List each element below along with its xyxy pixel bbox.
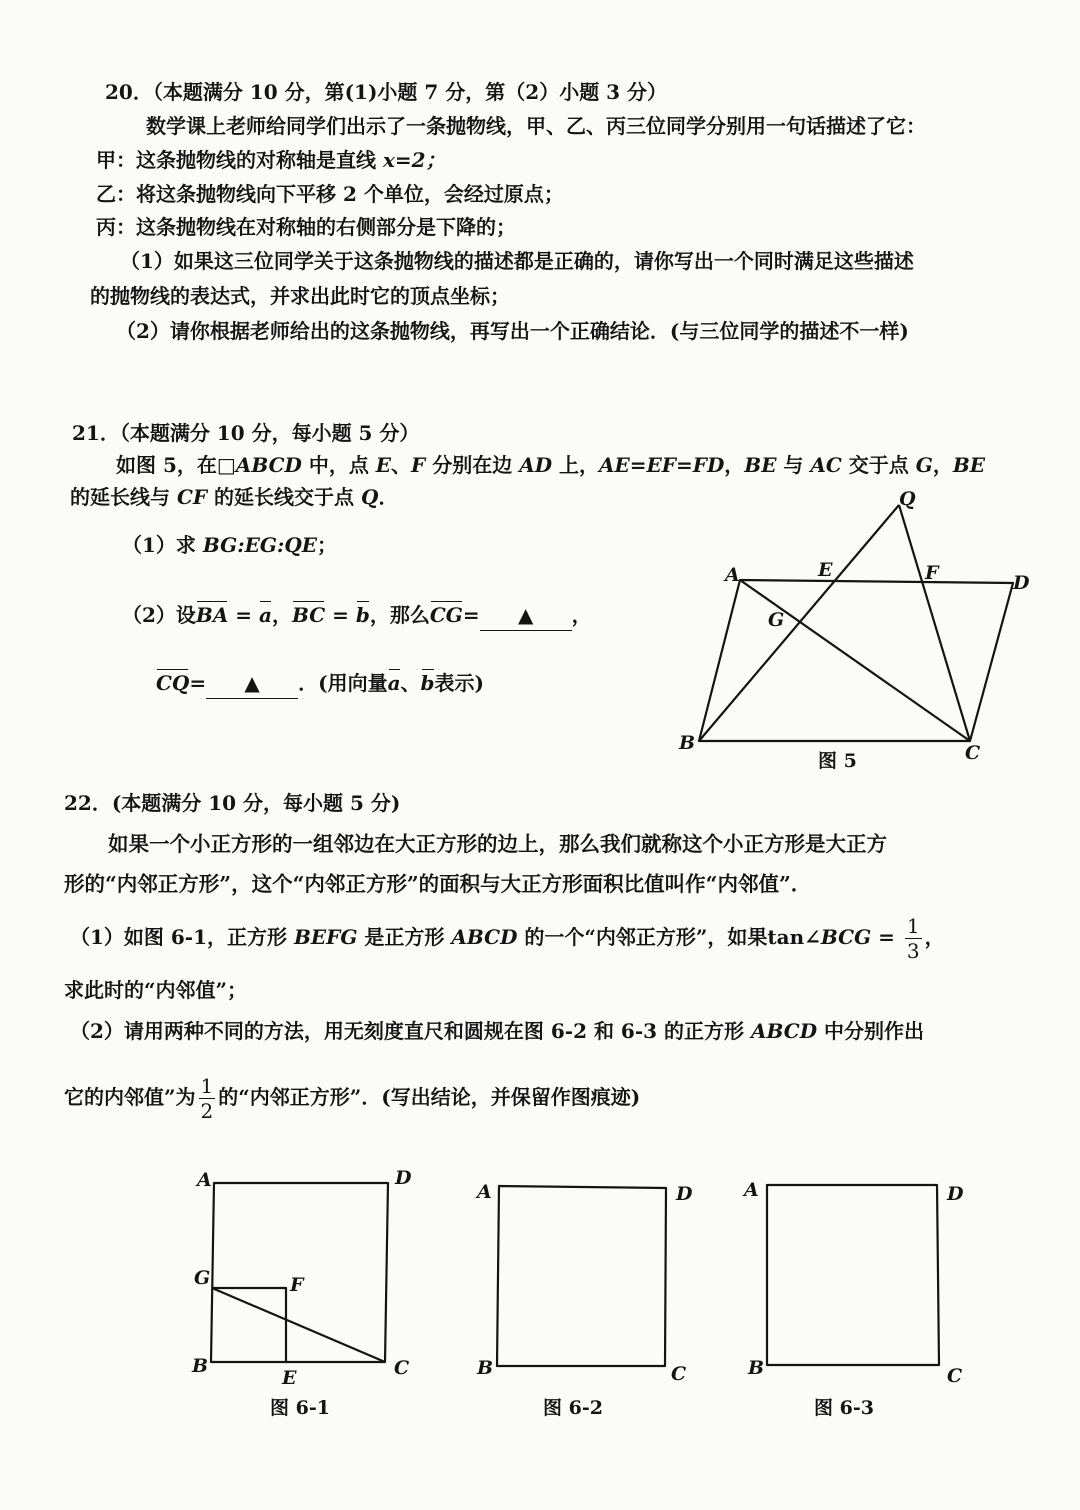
answer-blank-cg[interactable]: ▲ <box>480 600 572 631</box>
segment-ac <box>740 580 970 741</box>
q20-part2: （2）请你根据老师给出的这条抛物线，再写出一个正确结论．(与三位同学的描述不一样) <box>116 319 909 343</box>
segment-cq <box>899 505 970 741</box>
fig5-label-a: A <box>725 564 740 586</box>
fig62-label-d: D <box>676 1183 693 1205</box>
fig62-caption: 图 6-2 <box>543 1397 603 1419</box>
q22-header: 22．(本题满分 10 分，每小题 5 分) <box>64 791 401 815</box>
q21-part1: （1）求 BG:EG:QE； <box>122 533 338 557</box>
fig61-label-d: D <box>395 1167 412 1189</box>
fig63-label-c: C <box>947 1365 963 1387</box>
fig63-caption: 图 6-3 <box>814 1397 874 1419</box>
q21-statement-line2: 的延长线与 CF 的延长线交于点 Q． <box>70 485 399 509</box>
fig61-label-e: E <box>282 1367 297 1389</box>
q20-header: 20．（本题满分 10 分，第(1)小题 7 分，第（2）小题 3 分） <box>105 80 668 104</box>
fraction-one-third: $\frac{1}{3}$ <box>906 914 920 963</box>
fig5-caption: 图 5 <box>818 750 857 772</box>
parallelogram-symbol: □ <box>216 453 236 477</box>
fig61-label-a: A <box>197 1169 212 1191</box>
fig63-label-a: A <box>744 1179 759 1201</box>
fig5-label-c: C <box>965 742 981 764</box>
q20-part1-line1: （1）如果这三位同学关于这条抛物线的描述都是正确的，请你写出一个同时满足这些描述 <box>120 249 914 273</box>
q21-statement-line1: 如图 5，在□ABCD 中，点 E、F 分别在边 AD 上，AE=EF=FD，BE 与 AC 交于点 G，BE <box>116 453 986 477</box>
fig61-segment-gc <box>212 1288 385 1362</box>
q20-part1-line2: 的抛物线的表达式，并求出此时它的顶点坐标； <box>90 284 510 308</box>
q20-intro: 数学课上老师给同学们出示了一条抛物线，甲、乙、丙三位同学分别用一句话描述了它： <box>146 114 926 138</box>
q22-part2-line1: （2）请用两种不同的方法，用无刻度直尺和圆规在图 6-2 和 6-3 的正方形 ABCD 中分别作出 <box>70 1019 925 1043</box>
fig5-label-e: E <box>818 559 833 581</box>
fig61-caption: 图 6-1 <box>270 1397 330 1419</box>
fig61-label-b: B <box>192 1355 209 1377</box>
q22-definition-line1: 如果一个小正方形的一组邻边在大正方形的边上，那么我们就称这个小正方形是大正方 <box>108 832 887 856</box>
q21-part2: （2）设BA = a，BC = b，那么CG= ▲ ， <box>122 600 592 631</box>
fig62-label-b: B <box>477 1357 494 1379</box>
fig63-label-d: D <box>947 1183 964 1205</box>
segment-bq <box>699 505 899 741</box>
q21-part2-line2: CQ= ▲ ．(用向量a、b表示) <box>156 668 484 699</box>
fig61-label-g: G <box>194 1267 211 1289</box>
fig62-label-c: C <box>671 1363 687 1385</box>
q22-part1-line2: 求此时的“内邻值”； <box>64 978 248 1002</box>
fig61-label-c: C <box>394 1357 410 1379</box>
q20-statement-yi: 乙：将这条抛物线向下平移 2 个单位，会经过原点； <box>96 182 564 206</box>
q22-part1-line1: （1）如图 6-1，正方形 BEFG 是正方形 ABCD 的一个“内邻正方形”，如果tan∠BCG = $\frac{1}{3}$ ， <box>70 914 945 963</box>
q20-statement-bing: 丙：这条抛物线在对称轴的右侧部分是下降的； <box>96 215 516 239</box>
q22-part2-line2: 它的内邻值”为 $\frac{1}{2}$ 的“内邻正方形”．(写出结论，并保留作图痕迹) <box>64 1074 641 1123</box>
fig61-label-f: F <box>290 1274 304 1296</box>
fig5-label-b: B <box>679 732 696 754</box>
answer-blank-cq[interactable]: ▲ <box>206 668 298 699</box>
fig61-square-befg <box>212 1288 286 1362</box>
fig5-label-q: Q <box>899 488 916 510</box>
fraction-one-half: $\frac{1}{2}$ <box>200 1074 214 1123</box>
fig5-label-d: D <box>1013 572 1030 594</box>
fig62-label-a: A <box>477 1181 492 1203</box>
fig62-square-abcd <box>497 1186 666 1366</box>
q22-definition-line2: 形的“内邻正方形”，这个“内邻正方形”的面积与大正方形面积比值叫作“内邻值”． <box>64 872 812 896</box>
parallelogram-abcd <box>699 580 1013 741</box>
fig63-square-abcd <box>767 1185 939 1365</box>
fig5-label-f: F <box>925 562 939 584</box>
fig63-label-b: B <box>748 1357 765 1379</box>
fig5-label-g: G <box>768 609 785 631</box>
q20-statement-jia: 甲：这条抛物线的对称轴是直线 x=2； <box>96 148 446 172</box>
q21-header: 21．（本题满分 10 分，每小题 5 分） <box>72 421 420 445</box>
fig61-square-abcd <box>211 1183 388 1362</box>
